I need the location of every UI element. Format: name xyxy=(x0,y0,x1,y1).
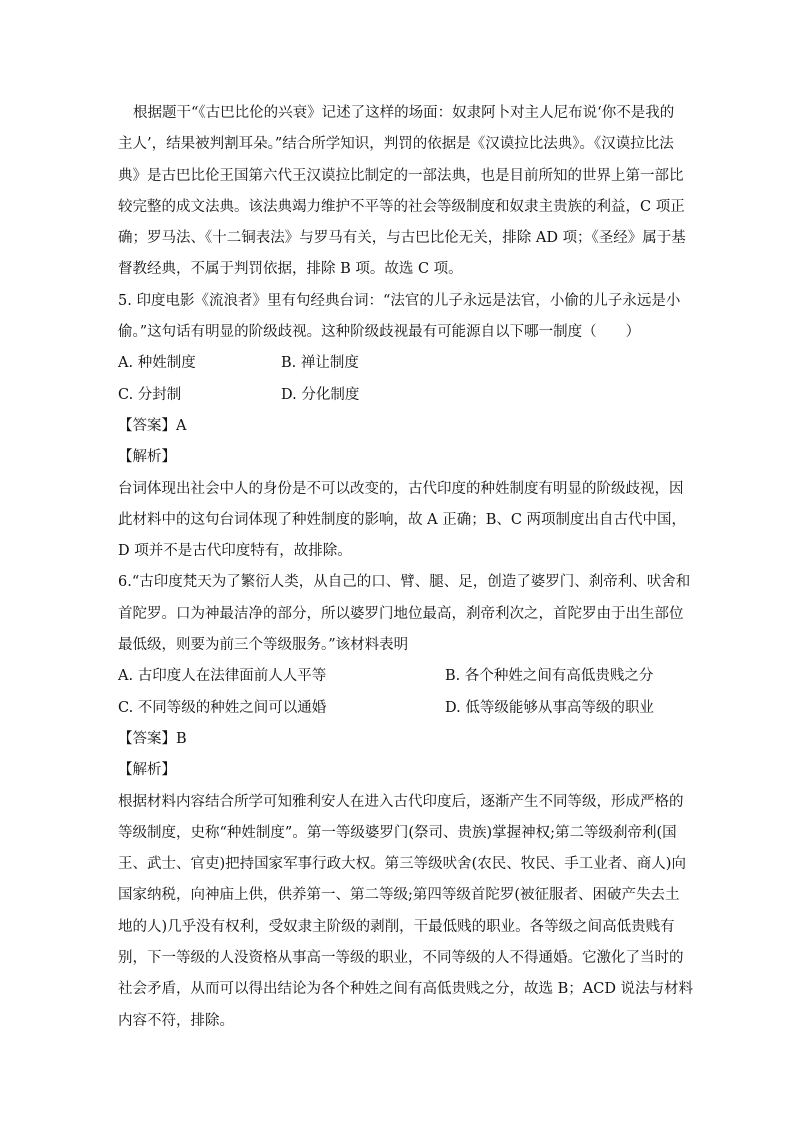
analysis-line: 此材料中的这句台词体现了种姓制度的影响，故 A 正确；B、C 两项制度出自古代中国， xyxy=(118,511,687,528)
option-b: B. 禅让制度 xyxy=(281,355,359,372)
question-stem-line: 5. 印度电影《流浪者》里有句经典台词：“法官的儿子永远是法官，小偷的儿子永远是小 xyxy=(118,292,681,309)
analysis-line: 根据材料内容结合所学可知雅利安人在进入古代印度后，逐渐产生不同等级，形成严格的 xyxy=(118,793,684,810)
option-a: A. 古印度人在法律面前人人平等 xyxy=(118,668,327,685)
answer-line: 【答案】A xyxy=(118,417,187,434)
analysis-line: 等级制度，史称“种姓制度”。第一等级婆罗门(祭司、贵族)掌握神权;第二等级刹帝利(国 xyxy=(118,824,677,841)
options-row xyxy=(118,380,678,411)
option-a: A. 种姓制度 xyxy=(118,355,196,372)
analysis-line: 国家纳税，向神庙上供，供养第一、第二等级;第四等级首陀罗(被征服者、困破产失去土 xyxy=(118,887,680,904)
option-d: D. 分化制度 xyxy=(281,386,360,403)
option-d: D. 低等级能够从事高等级的职业 xyxy=(445,699,654,716)
answer-line: 【答案】B xyxy=(118,730,187,747)
text-line: 根据题干“《古巴比伦的兴衰》记述了这样的场面：奴隶阿卜对主人尼布说‘你不是我的 xyxy=(133,105,675,121)
analysis-label: 【解析】 xyxy=(118,449,176,466)
question-stem-line: 偷。”这句话有明显的阶级歧视。这种阶级歧视最有可能源自以下哪一制度（ ） xyxy=(118,324,641,341)
question-5 xyxy=(118,286,687,568)
analysis-label: 【解析】 xyxy=(118,762,176,779)
analysis-line: 内容不符，排除。 xyxy=(118,1012,234,1029)
analysis-line: 别，下一等级的人没资格从事高一等级的职业，不同等级的人不得通婚。它激化了当时的 xyxy=(118,950,684,967)
option-c: C. 不同等级的种姓之间可以通婚 xyxy=(118,699,327,716)
q4-explanation xyxy=(118,98,686,286)
question-stem-line: 最低级，则要为前三个等级服务。”该材料表明 xyxy=(118,637,409,654)
analysis-line: 王、武士、官吏)把持国家军事行政大权。第三等级吠舍(农民、牧民、手工业者、商人)向 xyxy=(118,856,686,873)
analysis-line: 地的人)几乎没有权利，受奴隶主阶级的剥削，干最低贱的职业。各等级之间高低贵贱有 xyxy=(118,918,675,935)
option-b: B. 各个种姓之间有高低贵贱之分 xyxy=(445,668,654,685)
analysis-line: 台词体现出社会中人的身份是不可以改变的，古代印度的种姓制度有明显的阶级歧视，因 xyxy=(118,480,684,497)
options-row xyxy=(118,661,678,692)
question-6 xyxy=(118,567,694,1036)
analysis-line: 社会矛盾，从而可以得出结论为各个种姓之间有高低贵贱之分，故选 B；ACD 说法与材料 xyxy=(118,981,694,998)
option-c: C. 分封制 xyxy=(118,386,182,403)
options-row xyxy=(118,693,678,724)
page-content xyxy=(118,98,694,1037)
text-line: 主人’，结果被判割耳朵。”结合所学知识，判罚的依据是《汉谟拉比法典》。《汉谟拉比法 xyxy=(118,136,674,153)
text-line: 典》是古巴比伦王国第六代王汉谟拉比制定的一部法典，也是目前所知的世界上第一部比 xyxy=(118,167,684,184)
analysis-line: D 项并不是古代印度特有，故排除。 xyxy=(118,543,352,560)
text-line: 督教经典，不属于判罚依据，排除 B 项。故选 C 项。 xyxy=(118,261,463,278)
question-stem-line: 首陀罗。口为神最洁净的部分，所以婆罗门地位最高，刹帝利次之，首陀罗由于出生部位 xyxy=(118,605,684,622)
text-line: 确；罗马法、《十二铜表法》与罗马有关，与古巴比伦无关，排除 AD 项；《圣经》属于基 xyxy=(118,230,686,247)
text-line: 较完整的成文法典。该法典竭力维护不平等的社会等级制度和奴隶主贵族的利益，C 项正 xyxy=(118,198,685,215)
options-row xyxy=(118,348,678,379)
question-stem-line: 6.“古印度梵天为了繁衍人类，从自己的口、臂、腿、足，创造了婆罗门、刹帝利、吠舍和 xyxy=(118,574,691,591)
